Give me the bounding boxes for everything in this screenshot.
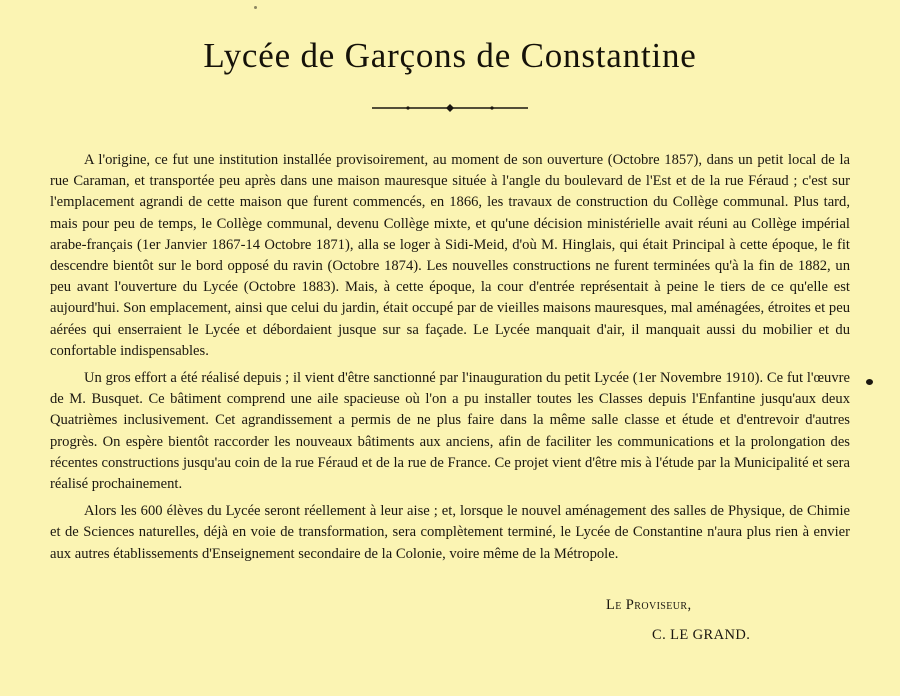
paragraph: Alors les 600 élèves du Lycée seront réellement à leur aise ; et, lorsque le nouvel aménagement des salles de Physique, de Chimie et de Sciences naturelles, déjà en voie de transformation, sera complètement terminé, le Lycée de Constantine n'aura plus rien à envier aux autres établissements d'Enseignement secondaire de la Colonie, voire même de la Métropole. — [50, 503, 850, 562]
ink-spot — [866, 379, 873, 385]
paragraph: A l'origine, ce fut une institution installée provisoirement, au moment de son ouverture (Octobre 1857), dans un petit local de la rue Caraman, et transportée peu après dans une maison mauresque située à l'angle du boulevard de l'Est et de la rue Féraud ; c'est sur l'emplacement agrandi de cette maison que furent commencés, en 1866, les travaux de construction du Collège communal. Plus tard, mais pour peu de temps, le Collège communal, devenu Collège mixte, et qu'une décision ministérielle avait réuni au Collège impérial arabe-français (1er Janvier 1867-14 Octobre 1871), alla se loger à Sidi-Meid, d'où M. Hinglais, qui était Principal à cette époque, le fit descendre bientôt sur le bord opposé du ravin (Octobre 1874). Les nouvelles constructions ne furent terminées qu'à la fin de 1882, un peu avant l'ouverture du Lycée (Octobre 1883). Mais, à cette époque, la cour d'entrée représentait à peine le tiers de ce qu'elle est aujourd'hui. Son emplacement, ainsi que celui du jardin, était occupé par de vieilles maisons mauresques, mal aménagées, étroites et peu aérées qui enserraient le Lycée et débordaient jusque sur sa façade. Le Lycée manquait d'air, il manquait aussi du mobilier et du confortable indispensables. — [50, 152, 850, 359]
signature-title: Le Proviseur, — [606, 597, 692, 613]
ink-spot — [254, 6, 257, 9]
title-ornament-rule — [370, 104, 530, 112]
page-title: Lycée de Garçons de Constantine — [203, 36, 697, 75]
document-body — [50, 150, 850, 571]
signature-name: C. LE GRAND. — [652, 627, 751, 643]
paragraph: Un gros effort a été réalisé depuis ; il vient d'être sanctionné par l'inauguration du petit Lycée (1er Novembre 1910). Ce fut l'œuvre de M. Busquet. Ce bâtiment comprend une aile spacieuse où l'on a pu installer toutes les Classes depuis l'Enfantine jusqu'aux deux Quatrièmes inclusivement. Cet agrandissement a permis de ne plus faire dans la même salle classe et étude et d'entrevoir d'autres progrès. On espère bientôt raccorder les nouveaux bâtiments aux anciens, afin de faciliter les communications et la prolongation des récentes constructions jusqu'au coin de la rue Féraud et de la rue de France. Ce projet vient d'être mis à l'étude par la Municipalité et sera réalisé prochainement. — [50, 370, 850, 493]
